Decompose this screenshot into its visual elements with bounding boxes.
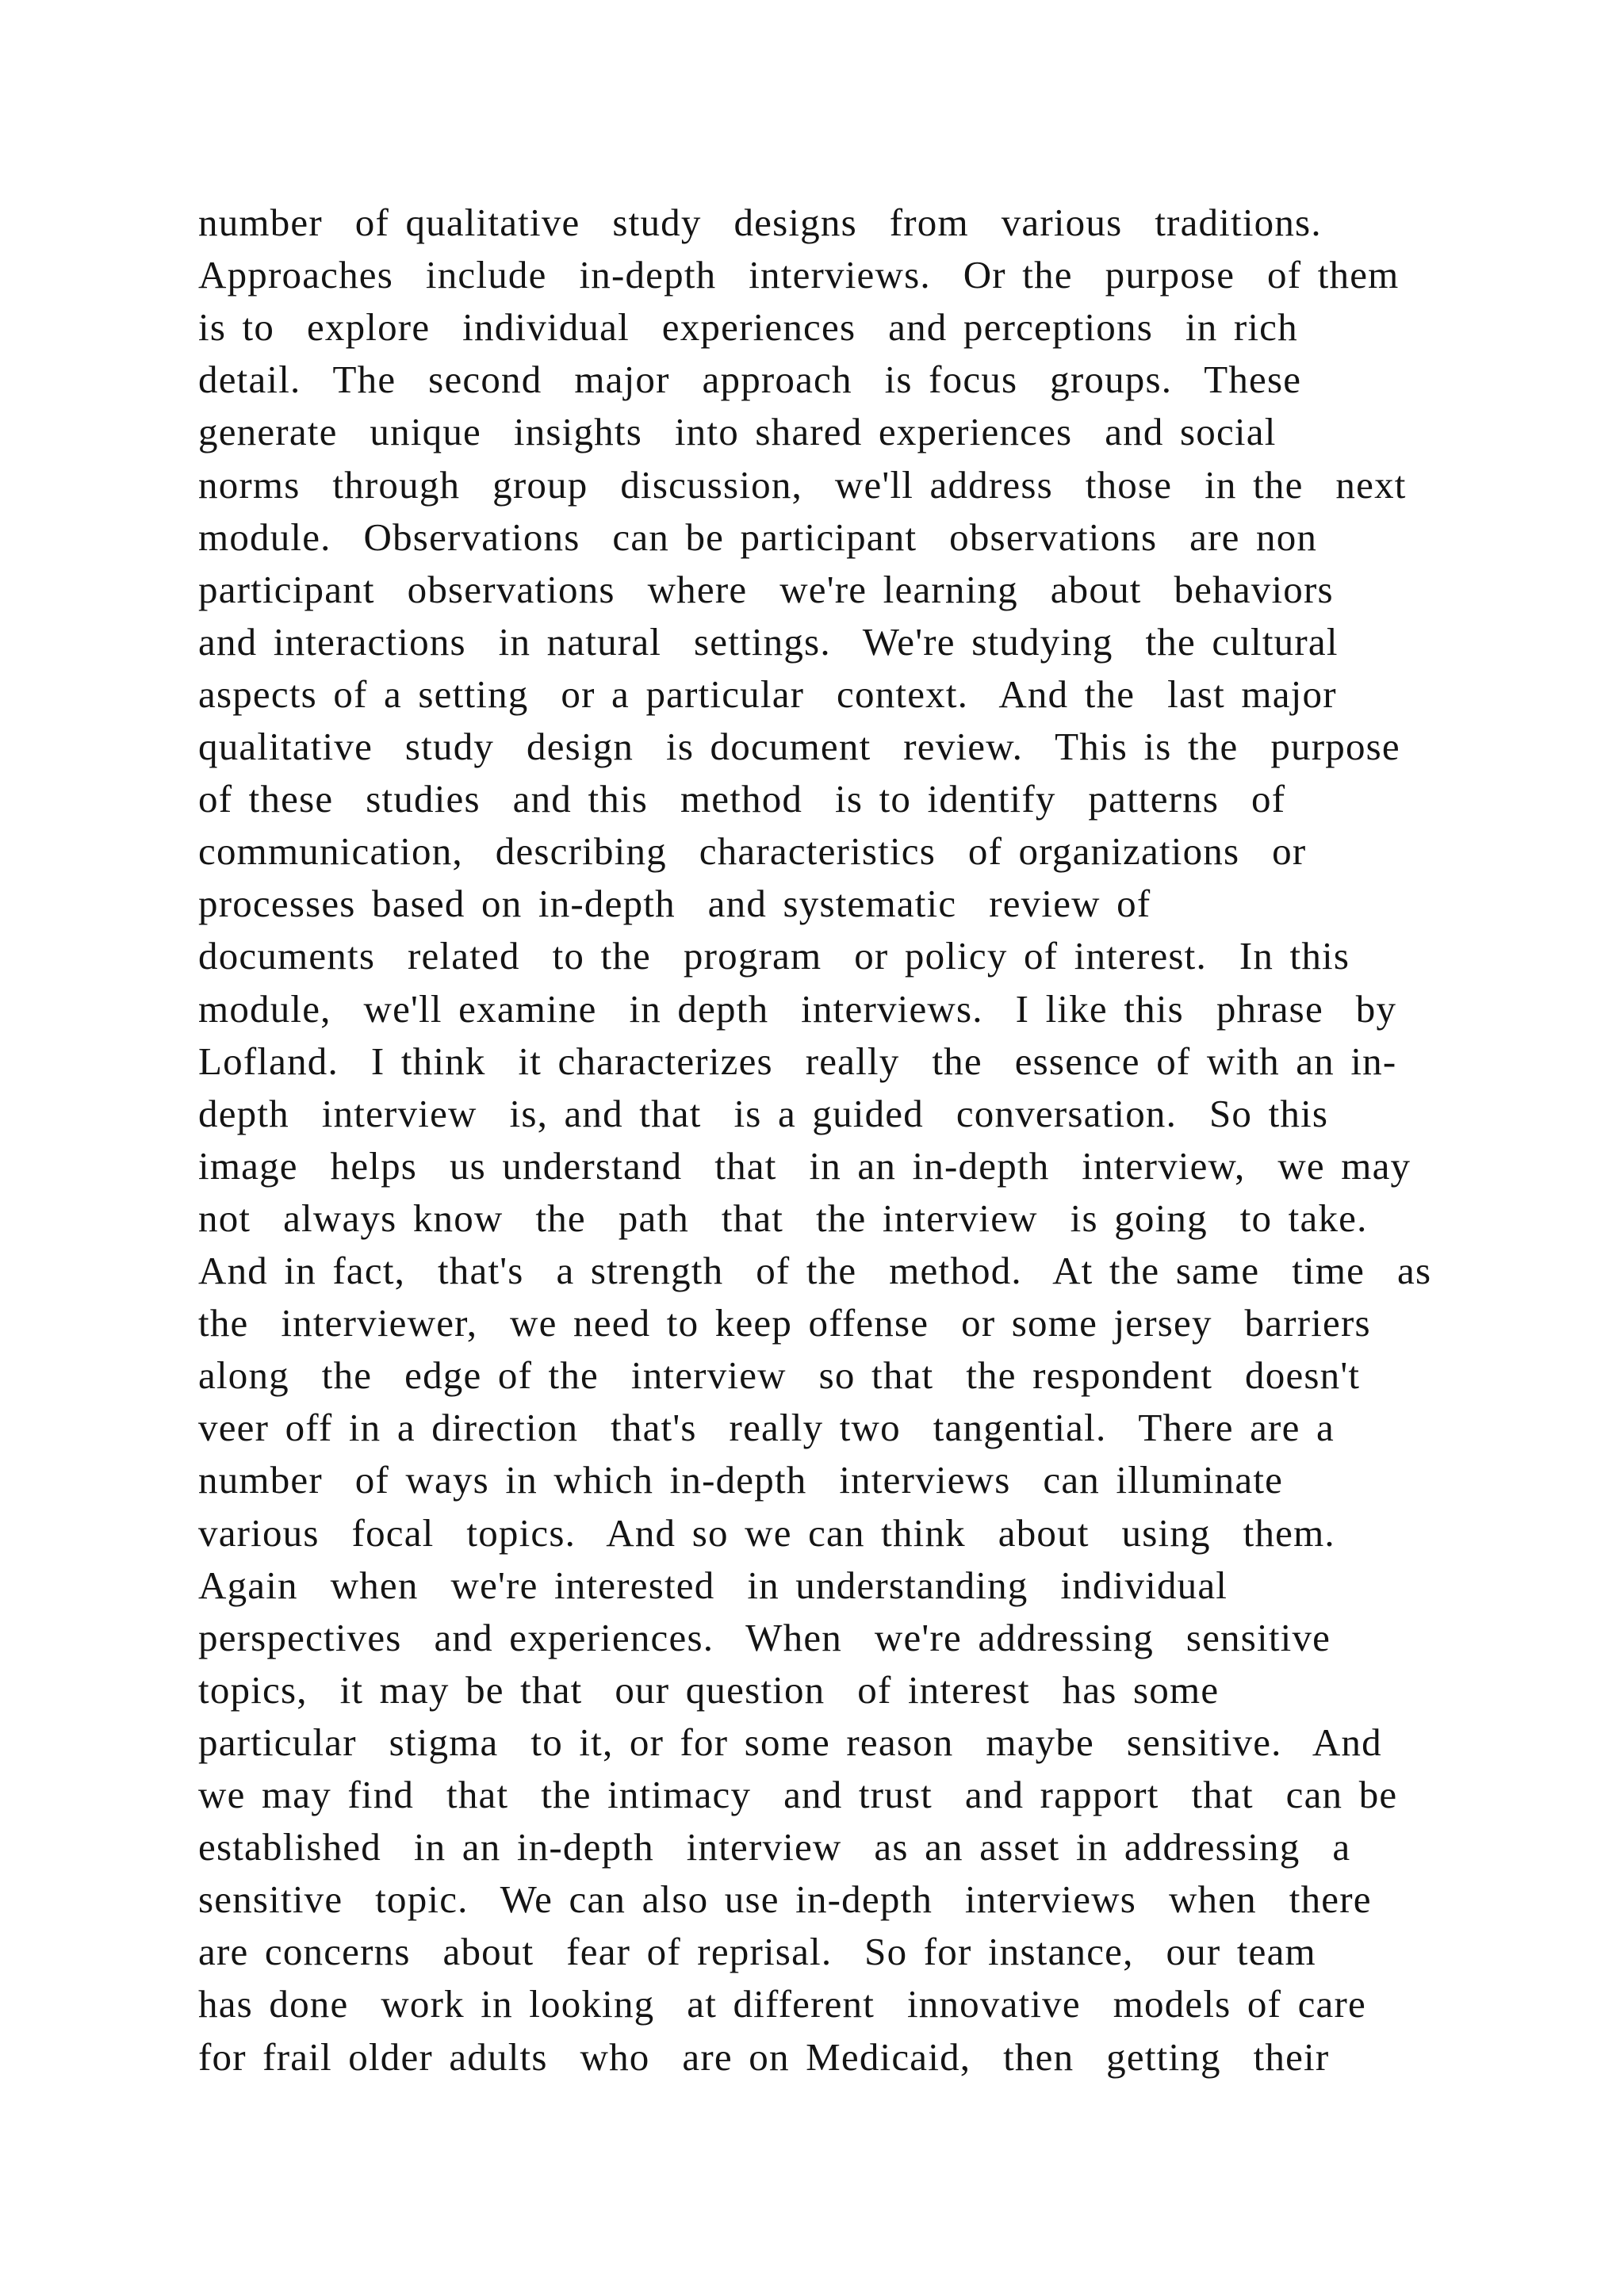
text-line: module. Observations can be participant observations are non bbox=[198, 515, 1318, 559]
text-line: module, we'll examine in depth interviews. I like this phrase by bbox=[198, 986, 1397, 1031]
text-line: of these studies and this method is to identify patterns of bbox=[198, 777, 1286, 821]
text-line: established in an in-depth interview as an asset in addressing a bbox=[198, 1825, 1351, 1869]
text-line: is to explore individual experiences and perceptions in rich bbox=[198, 305, 1298, 350]
text-line: Approaches include in-depth interviews. Or the purpose of them bbox=[198, 253, 1400, 297]
text-line: processes based on in-depth and systematic review of bbox=[198, 882, 1151, 926]
text-line: aspects of a setting or a particular context. And the last major bbox=[198, 672, 1337, 716]
text-line: depth interview is, and that is a guided conversation. So this bbox=[198, 1091, 1329, 1135]
text-line: not always know the path that the interview is going to take. bbox=[198, 1196, 1368, 1240]
text-line: generate unique insights into shared experiences and social bbox=[198, 410, 1277, 454]
text-line: participant observations where we're learning about behaviors bbox=[198, 567, 1334, 611]
text-line: number of qualitative study designs from various traditions. bbox=[198, 201, 1322, 244]
text-line: for frail older adults who are on Medicaid, then getting their bbox=[198, 2034, 1330, 2079]
text-line: Again when we're interested in understanding individual bbox=[198, 1563, 1228, 1607]
text-line: qualitative study design is document review. This is the purpose bbox=[198, 725, 1400, 768]
text-line: documents related to the program or policy of interest. In this bbox=[198, 934, 1350, 978]
text-line: image helps us understand that in an in-depth interview, we may bbox=[198, 1143, 1411, 1188]
text-line: veer off in a direction that's really two tangential. There are a bbox=[198, 1406, 1335, 1450]
text-line: Lofland. I think it characterizes really the essence of with an in- bbox=[198, 1039, 1397, 1083]
text-line: we may find that the intimacy and trust and rapport that can be bbox=[198, 1773, 1398, 1816]
text-line: communication, describing characteristics of organizations or bbox=[198, 829, 1307, 874]
text-line: are concerns about fear of reprisal. So for instance, our team bbox=[198, 1930, 1316, 1974]
text-line: sensitive topic. We can also use in-depth interviews when there bbox=[198, 1877, 1372, 1922]
text-line: norms through group discussion, we'll address those in the next bbox=[198, 462, 1407, 507]
text-line: the interviewer, we need to keep offense or some jersey barriers bbox=[198, 1301, 1371, 1345]
text-line: and interactions in natural settings. We're studying the cultural bbox=[198, 619, 1339, 664]
text-line: And in fact, that's a strength of the method. At the same time as bbox=[198, 1249, 1432, 1292]
text-line: various focal topics. And so we can think about using them. bbox=[198, 1510, 1335, 1555]
text-line: along the edge of the interview so that the respondent doesn't bbox=[198, 1353, 1361, 1398]
text-line: has done work in looking at different innovative models of care bbox=[198, 1982, 1366, 2026]
text-line: particular stigma to it, or for some reason maybe sensitive. And bbox=[198, 1720, 1382, 1764]
text-line: topics, it may be that our question of interest has some bbox=[198, 1667, 1220, 1712]
text-line: perspectives and experiences. When we're addressing sensitive bbox=[198, 1615, 1331, 1659]
text-line: number of ways in which in-depth interviews can illuminate bbox=[198, 1458, 1284, 1502]
text-line: detail. The second major approach is focus groups. These bbox=[198, 358, 1302, 402]
